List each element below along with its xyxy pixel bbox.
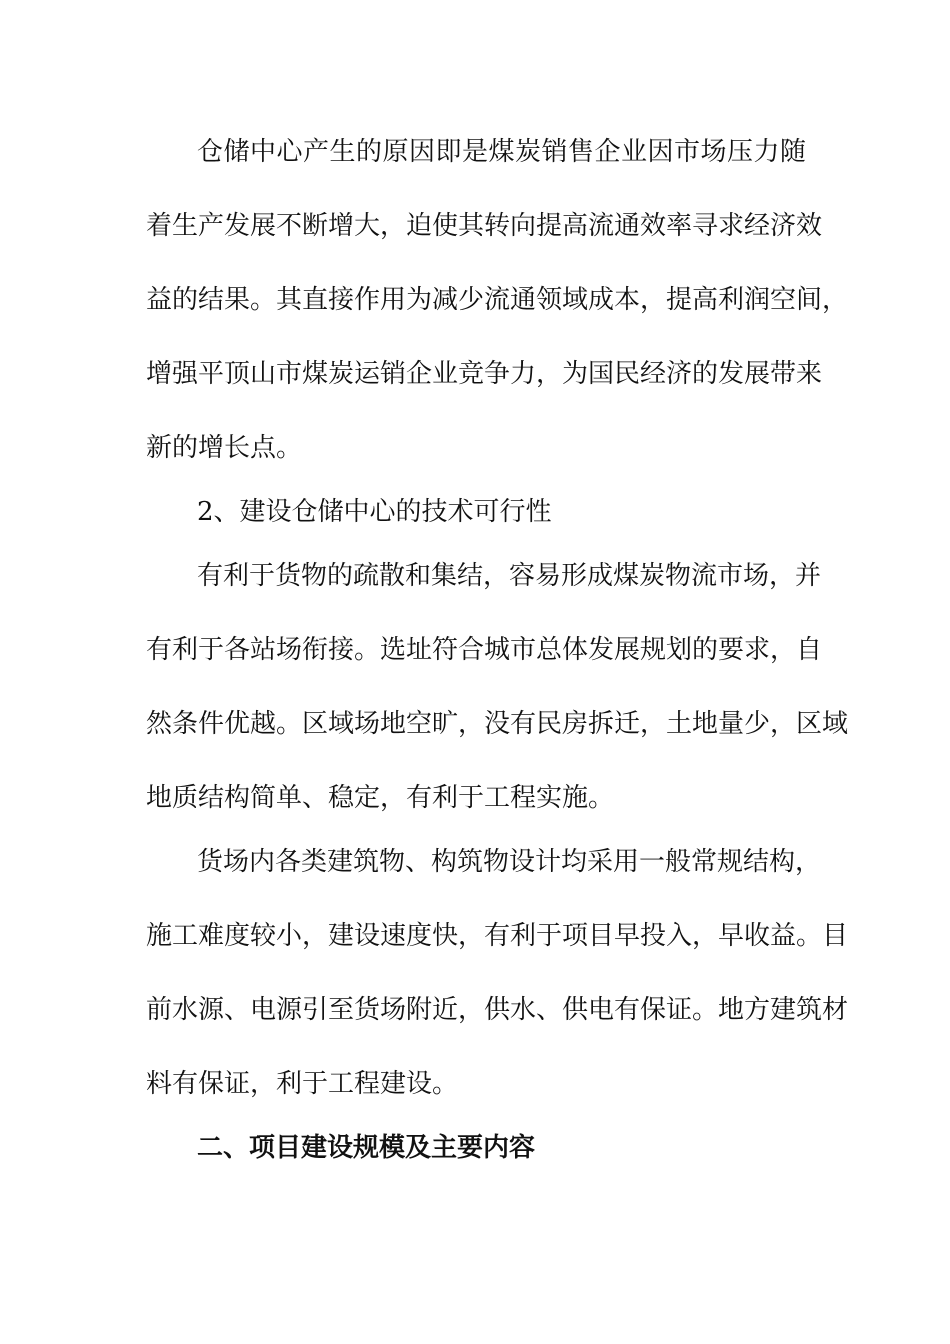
paragraph-line: 前水源、电源引至货场附近，供水、供电有保证。地方建筑材 [146, 995, 849, 1025]
paragraph-line: 仓储中心产生的原因即是煤炭销售企业因市场压力随 [197, 137, 806, 167]
paragraph-line: 有利于各站场衔接。选址符合城市总体发展规划的要求，自 [146, 635, 823, 665]
paragraph-line: 着生产发展不断增大，迫使其转向提高流通效率寻求经济效 [146, 211, 823, 241]
paragraph-line: 然条件优越。区域场地空旷，没有民房拆迁，土地量少，区域 [146, 709, 849, 739]
paragraph-line: 益的结果。其直接作用为减少流通领域成本，提高利润空间， [146, 285, 849, 315]
subheading: 2、建设仓储中心的技术可行性 [197, 497, 552, 527]
paragraph-line: 货场内各类建筑物、构筑物设计均采用一般常规结构， [197, 847, 822, 877]
paragraph-line: 料有保证，利于工程建设。 [146, 1069, 459, 1099]
paragraph-line: 有利于货物的疏散和集结，容易形成煤炭物流市场，并 [197, 561, 822, 591]
paragraph-line: 新的增长点。 [146, 433, 303, 463]
section-heading: 二、项目建设规模及主要内容 [197, 1133, 536, 1163]
paragraph-line: 地质结构简单、稳定，有利于工程实施。 [146, 783, 615, 813]
paragraph-line: 增强平顶山市煤炭运销企业竞争力，为国民经济的发展带来 [146, 359, 823, 389]
paragraph-line: 施工难度较小，建设速度快，有利于项目早投入，早收益。目 [146, 921, 849, 951]
